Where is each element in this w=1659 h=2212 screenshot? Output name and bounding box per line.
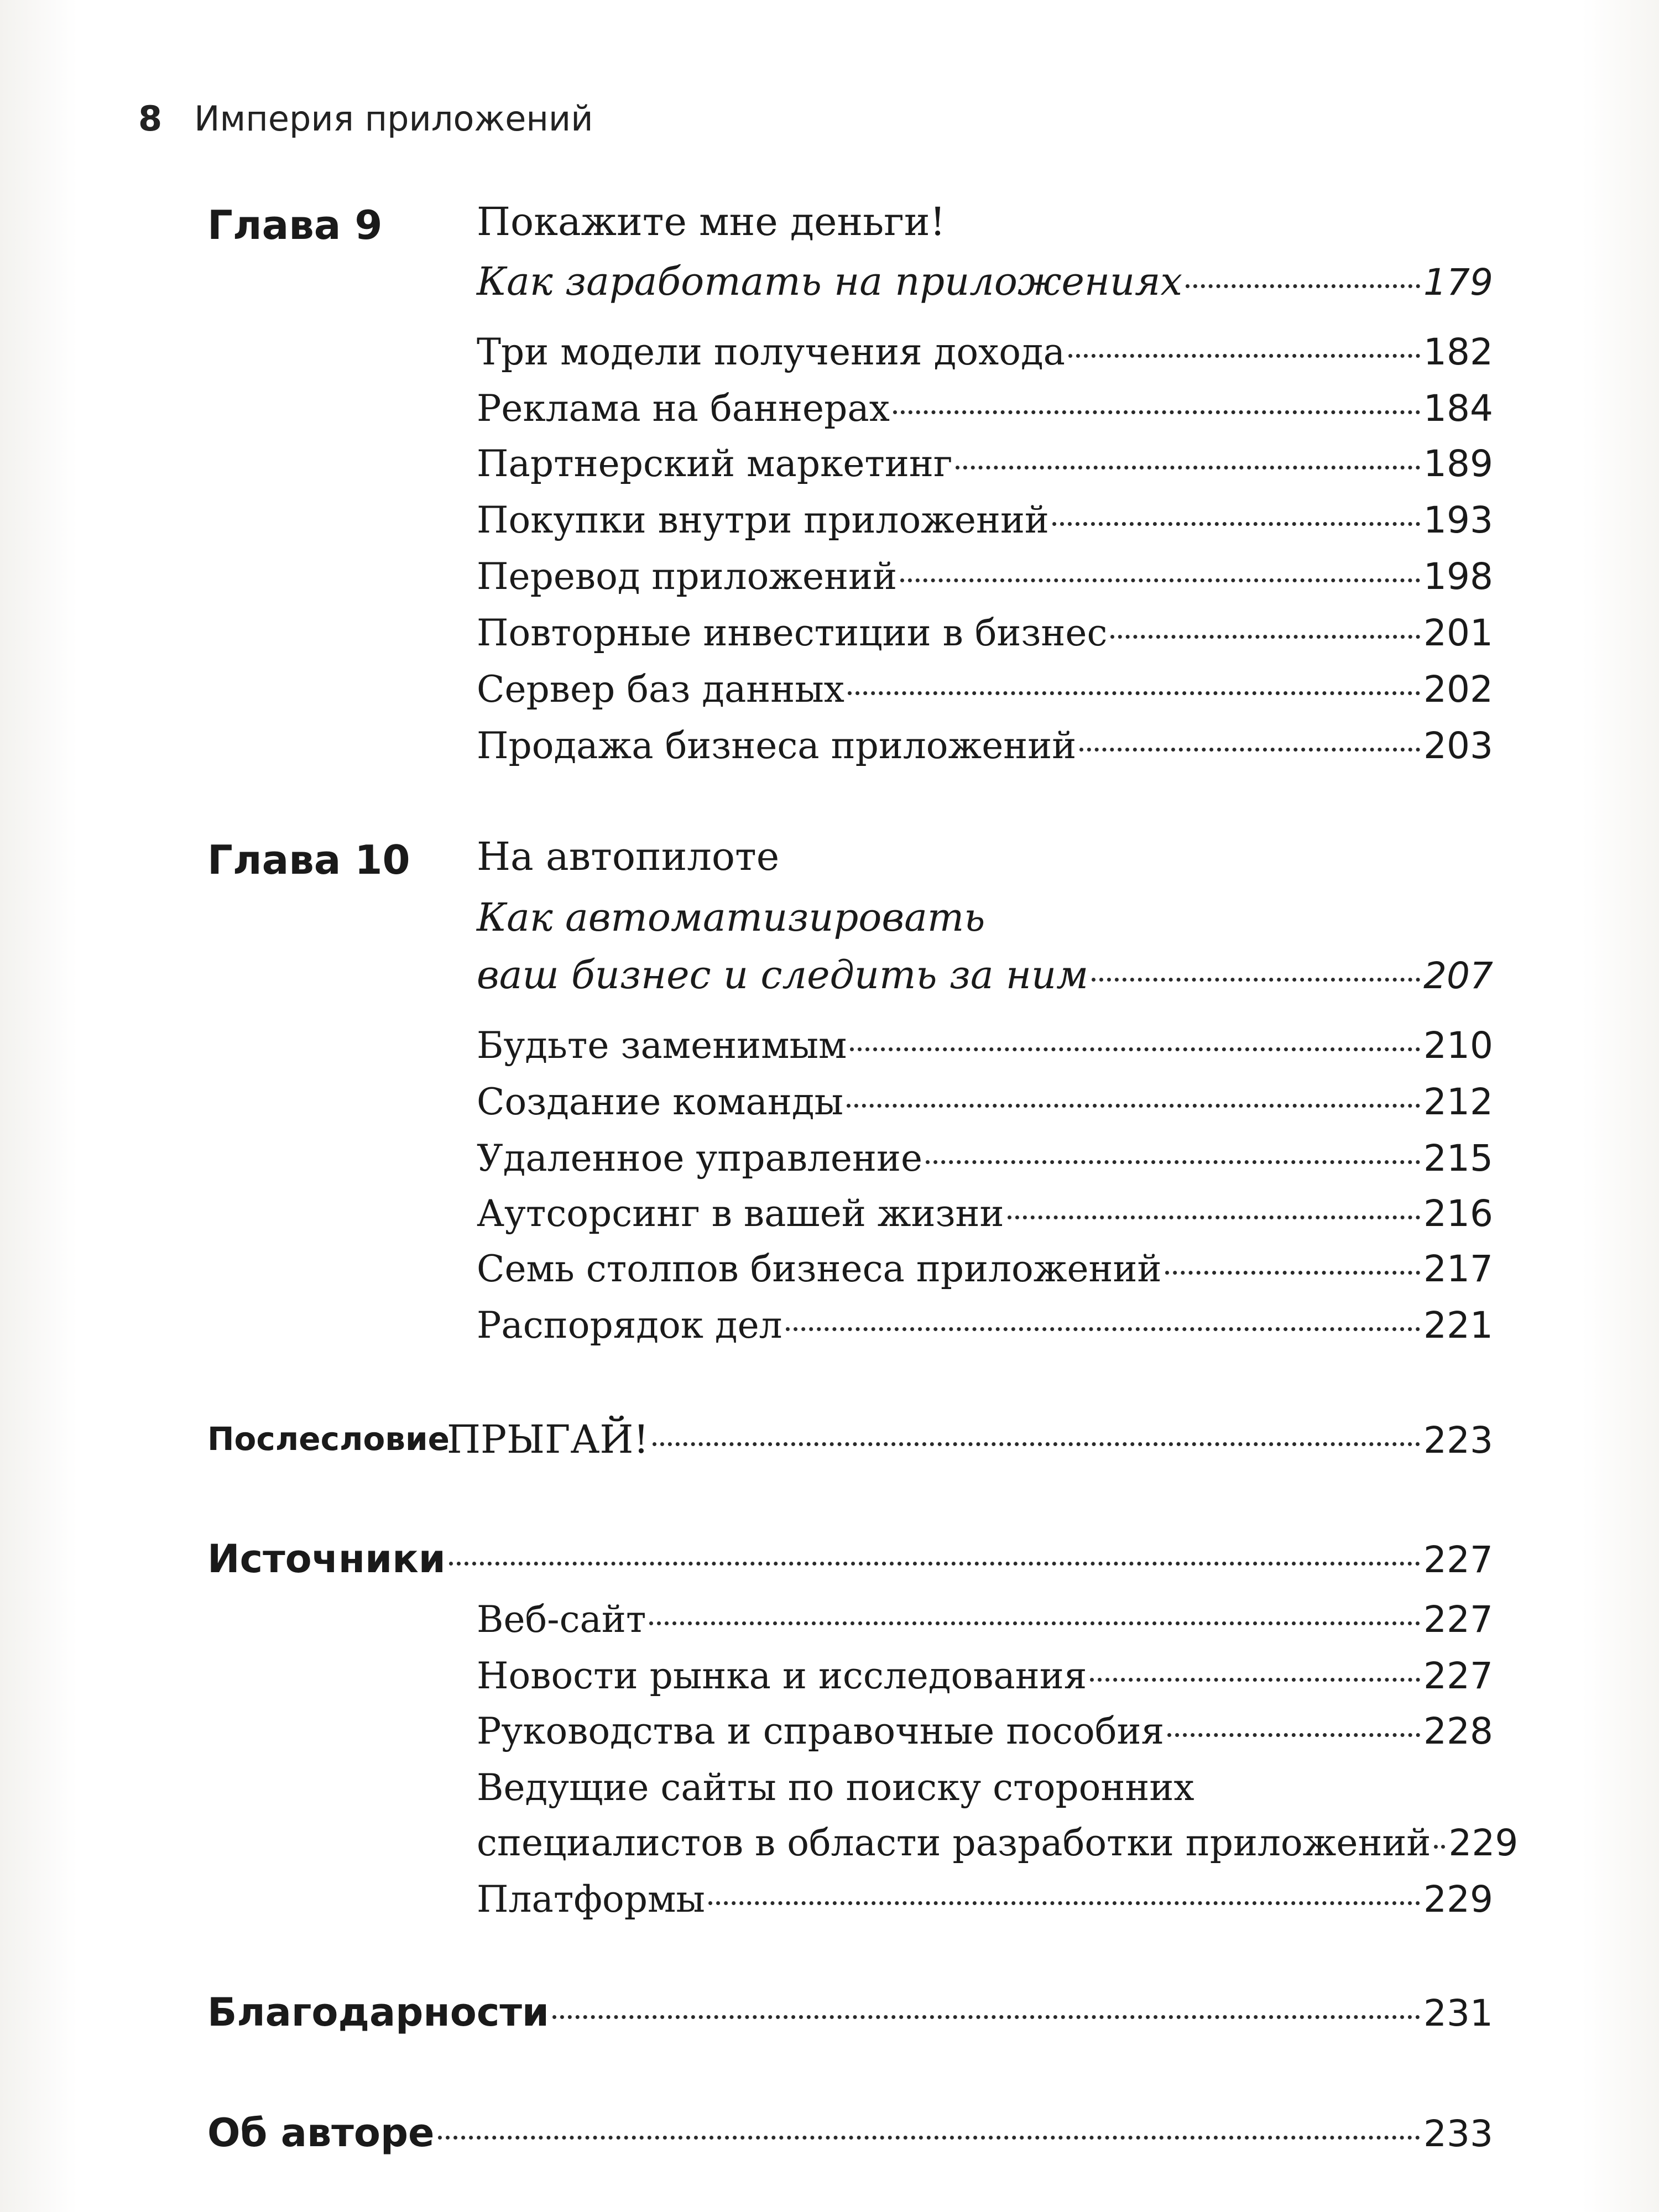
toc-entry[interactable]: Создание команды 212 — [477, 1081, 1493, 1123]
page-number: 8 — [138, 98, 163, 139]
chapter-10-label: Глава 10 — [207, 837, 410, 883]
toc-entry[interactable]: Аутсорсинг в вашей жизни 216 — [477, 1192, 1493, 1235]
toc-entry[interactable]: Семь столпов бизнеса приложений 217 — [477, 1248, 1493, 1290]
chapter-10-subtitle: ваш бизнес и следить за ним — [477, 952, 1089, 998]
leader-dots — [900, 578, 1420, 582]
leader-dots — [1186, 284, 1420, 288]
toc-entry[interactable]: Перевод приложений 198 — [477, 555, 1493, 598]
leader-dots — [893, 410, 1420, 414]
toc-entry[interactable]: Удаленное управление 215 — [477, 1137, 1493, 1180]
page-ref: 179 — [1423, 261, 1493, 304]
leader-dots — [1079, 748, 1420, 752]
leader-dots — [1434, 1845, 1445, 1849]
toc-entry[interactable]: Платформы 229 — [477, 1878, 1493, 1921]
leader-dots — [653, 1442, 1420, 1446]
toc-entry[interactable]: Покупки внутри приложений 193 — [477, 499, 1493, 541]
toc-entry[interactable]: ПРЫГАЙ! 223 — [447, 1417, 1493, 1462]
toc-entry[interactable]: Веб-сайт 227 — [477, 1598, 1493, 1641]
book-title: Империя приложений — [194, 98, 593, 139]
leader-dots — [1052, 522, 1420, 526]
toc-entry[interactable]: Источники 227 — [207, 1536, 1493, 1582]
about-author-label: Об авторе — [207, 2110, 435, 2156]
toc-entry[interactable]: Благодарности 231 — [207, 1990, 1493, 2035]
leader-dots — [848, 691, 1420, 695]
chapter-9-label: Глава 9 — [207, 202, 383, 248]
toc-entry[interactable]: Три модели получения дохода 182 — [477, 331, 1493, 373]
sources-label: Источники — [207, 1536, 446, 1582]
toc-entry[interactable]: Распорядок дел 221 — [477, 1304, 1493, 1347]
chapter-10-subtitle-line: Как автоматизировать — [477, 895, 985, 940]
leader-dots — [1068, 354, 1420, 358]
page-ref: 207 — [1423, 954, 1493, 997]
leader-dots — [847, 1104, 1420, 1108]
leader-dots — [1092, 978, 1420, 982]
leader-dots — [926, 1160, 1420, 1164]
leader-dots — [1167, 1733, 1420, 1737]
toc-entry[interactable]: Будьте заменимым 210 — [477, 1024, 1493, 1067]
leader-dots — [438, 2136, 1420, 2140]
afterword-title: ПРЫГАЙ! — [447, 1417, 649, 1462]
leader-dots — [1090, 1678, 1420, 1682]
leader-dots — [649, 1621, 1420, 1625]
leader-dots — [1008, 1215, 1421, 1219]
toc-entry[interactable] — [477, 952, 1493, 998]
toc-entry[interactable]: Партнерский маркетинг 189 — [477, 442, 1493, 485]
toc-entry[interactable]: Сервер баз данных 202 — [477, 668, 1493, 711]
leader-dots — [1110, 635, 1420, 639]
toc-entry[interactable]: Продажа бизнеса приложений 203 — [477, 724, 1493, 767]
toc-entry-line: Ведущие сайты по поиску сторонних — [477, 1766, 1194, 1809]
toc-entry[interactable]: Об авторе 233 — [207, 2110, 1493, 2156]
leader-dots — [956, 466, 1420, 469]
toc-entry[interactable]: Повторные инвестиции в бизнес 201 — [477, 612, 1493, 654]
chapter-9-subtitle: Как заработать на приложениях — [477, 259, 1182, 304]
toc-entry[interactable]: Реклама на баннерах 184 — [477, 387, 1493, 430]
toc-entry[interactable]: специалистов в области разработки приложений 229 — [477, 1822, 1519, 1864]
acknowledgements-label: Благодарности — [207, 1990, 549, 2035]
leader-dots — [1165, 1271, 1421, 1275]
leader-dots — [708, 1901, 1420, 1905]
leader-dots — [552, 2015, 1420, 2019]
chapter-10-title: На автопилоте — [477, 834, 780, 879]
running-header — [138, 98, 593, 139]
leader-dots — [449, 1562, 1420, 1566]
toc-entry[interactable]: Новости рынка и исследования 227 — [477, 1655, 1493, 1697]
toc-entry[interactable] — [477, 259, 1493, 304]
toc-entry[interactable]: Руководства и справочные пособия 228 — [477, 1710, 1493, 1752]
afterword-label: Послесловие — [207, 1420, 450, 1458]
leader-dots — [850, 1047, 1420, 1051]
chapter-9-title: Покажите мне деньги! — [477, 199, 946, 244]
leader-dots — [786, 1327, 1420, 1331]
